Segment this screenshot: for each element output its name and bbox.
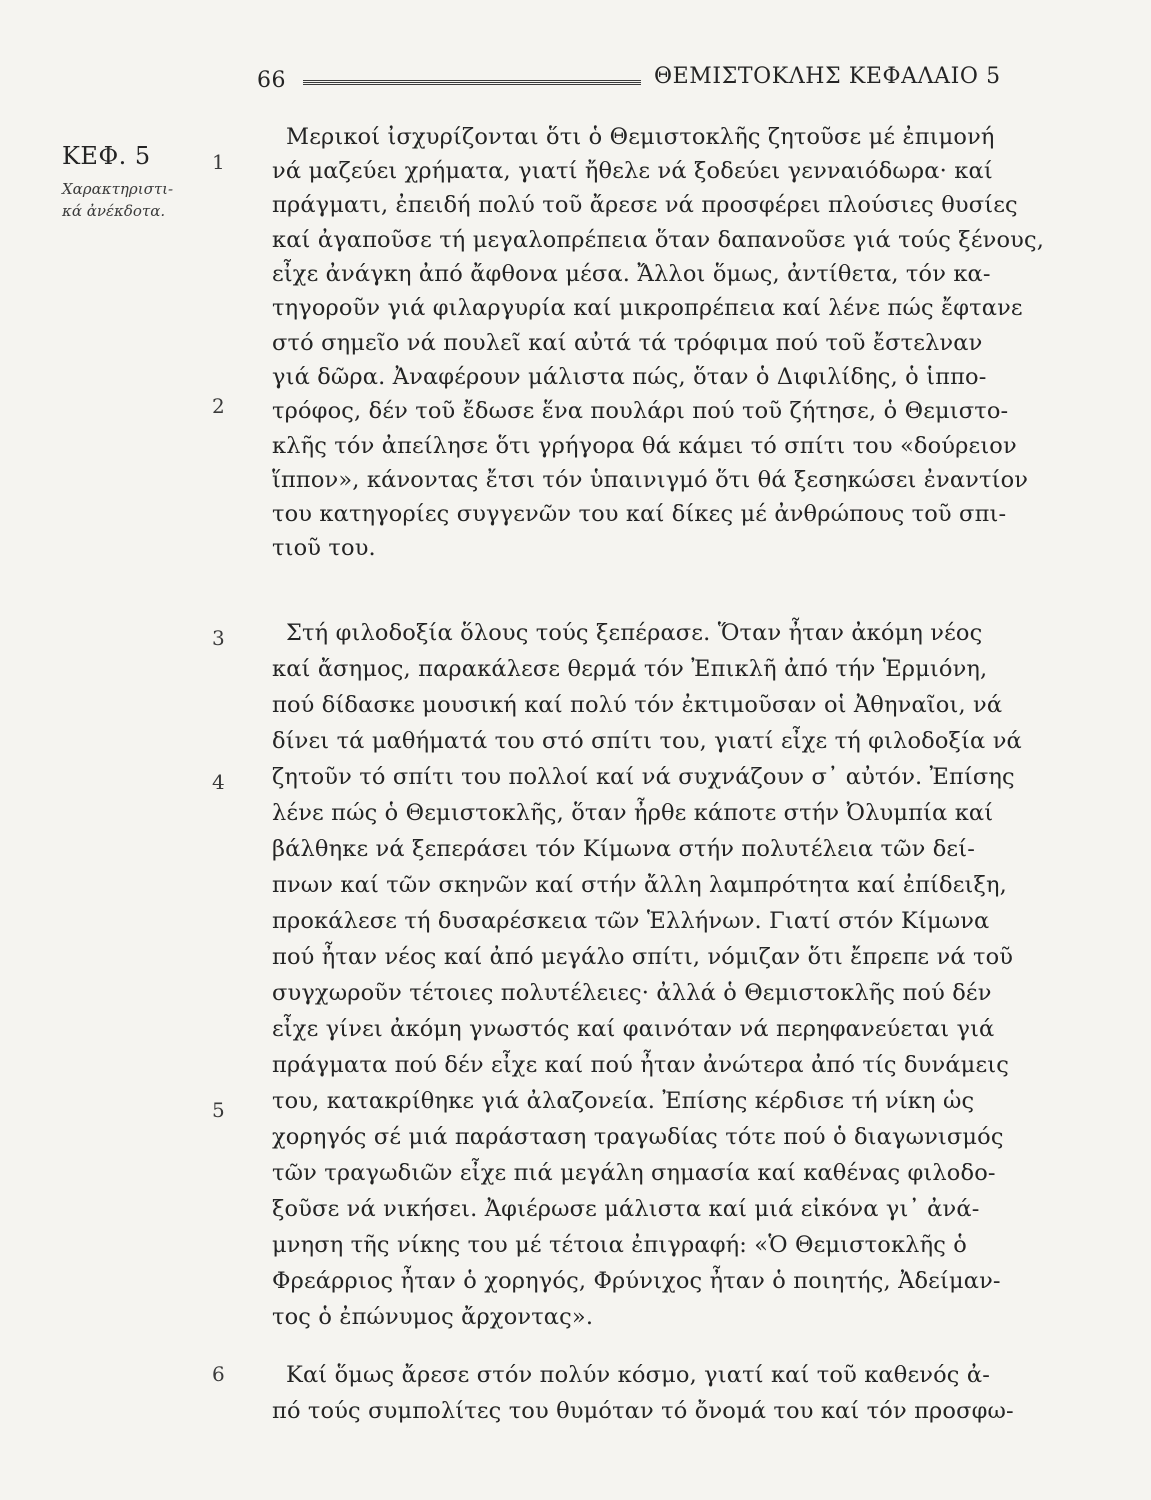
text-line: τηγοροῦν γιά φιλαργυρία καί μικροπρέπεια καί λένε πώς ἔφτανε [272, 295, 1023, 321]
text-line: μνηση τῆς νίκης του μέ τέτοια ἐπιγραφή: «Ὁ Θεμιστοκλῆς ὁ [272, 1232, 967, 1258]
text-line: εἶχε γίνει ἀκόμη γνωστός καί φαινόταν νά περηφανεύεται γιά [272, 1016, 995, 1042]
header-rule [303, 80, 641, 85]
paragraph-number: 5 [212, 1098, 225, 1122]
text-line: ξοῦσε νά νικήσει. Ἀφιέρωσε μάλιστα καί μιά εἰκόνα γι᾽ ἀνά- [272, 1196, 980, 1222]
text-line: τῶν τραγωδιῶν εἶχε πιά μεγάλη σημασία καί καθένας φιλοδο- [272, 1160, 996, 1186]
paragraph-number: 6 [212, 1362, 225, 1386]
text-line: βάλθηκε νά ξεπεράσει τόν Κίμωνα στήν πολυτέλεια τῶν δεί- [272, 836, 975, 862]
text-line: πού δίδασκε μουσική καί πολύ τόν ἐκτιμοῦσαν οἱ Ἀθηναῖοι, νά [272, 692, 1003, 718]
text-line: Μερικοί ἰσχυρίζονται ὅτι ὁ Θεμιστοκλῆς ζητοῦσε μέ ἐπιμονή [286, 124, 995, 150]
text-line: συγχωροῦν τέτοιες πολυτέλειες· ἀλλά ὁ Θεμιστοκλῆς πού δέν [272, 980, 992, 1006]
text-line: καί ἄσημος, παρακάλεσε θερμά τόν Ἐπικλῆ ἀπό τήν Ἑρμιόνη, [272, 656, 988, 682]
text-line: στό σημεῖο νά πουλεῖ καί αὐτά τά τρόφιμα πού τοῦ ἔστελναν [272, 330, 983, 356]
page-number: 66 [257, 68, 286, 93]
paragraph-number: 2 [212, 394, 225, 418]
running-header [257, 62, 1077, 96]
text-line: ζητοῦν τό σπίτι του πολλοί καί νά συχνάζουν σ᾽ αὐτόν. Ἐπίσης [272, 764, 1015, 790]
text-line: λένε πώς ὁ Θεμιστοκλῆς, ὅταν ἦρθε κάποτε στήν Ὀλυμπία καί [272, 800, 994, 826]
text-line: του κατηγορίες συγγενῶν του καί δίκες μέ ἀνθρώπους τοῦ σπι- [272, 501, 1007, 527]
text-line: πράγματι, ἐπειδή πολύ τοῦ ἄρεσε νά προσφέρει πλούσιες θυσίες [272, 192, 1018, 218]
text-line: πράγματα πού δέν εἶχε καί πού ἦταν ἀνώτερα ἀπό τίς δυνάμεις [272, 1052, 1009, 1078]
paragraph-number: 1 [212, 150, 225, 174]
text-line: πό τούς συμπολίτες του θυμόταν τό ὄνομά του καί τόν προσφω- [272, 1398, 1014, 1424]
text-line: χορηγός σέ μιά παράσταση τραγωδίας τότε πού ὁ διαγωνισμός [272, 1124, 1004, 1150]
text-line: Φρεάρριος ἦταν ὁ χορηγός, Φρύνιχος ἦταν ὁ ποιητής, Ἀδείμαν- [272, 1268, 1001, 1294]
text-line: νά μαζεύει χρήματα, γιατί ἤθελε νά ξοδεύει γενναιόδωρα· καί [272, 158, 993, 184]
text-line: Καί ὅμως ἄρεσε στόν πολύν κόσμο, γιατί καί τοῦ καθενός ἀ- [286, 1362, 990, 1388]
margin-note-line: κά ἀνέκδοτα. [62, 202, 166, 220]
margin-chapter-label: ΚΕΦ. 5 [62, 142, 151, 170]
text-line: τρόφος, δέν τοῦ ἔδωσε ἕνα πουλάρι πού τοῦ ζήτησε, ὁ Θεμιστο- [272, 398, 1009, 424]
text-line: πνων καί τῶν σκηνῶν καί στήν ἄλλη λαμπρότητα καί ἐπίδειξη, [272, 872, 1007, 898]
text-line: κλῆς τόν ἀπείλησε ὅτι γρήγορα θά κάμει τό σπίτι του «δούρειον [272, 433, 1017, 459]
running-title: ΘΕΜΙΣΤΟΚΛΗΣ ΚΕΦΑΛΑΙΟ 5 [654, 64, 1001, 89]
text-line: του, κατακρίθηκε γιά ἀλαζονεία. Ἐπίσης κέρδισε τή νίκη ὡς [272, 1088, 975, 1114]
paragraph-number: 4 [212, 770, 225, 794]
text-line: ἵππον», κάνοντας ἔτσι τόν ὑπαινιγμό ὅτι θά ξεσηκώσει ἐναντίον [272, 467, 1029, 493]
text-line: Στή φιλοδοξία ὅλους τούς ξεπέρασε. Ὅταν ἦταν ἀκόμη νέος [286, 620, 983, 646]
margin-note [62, 178, 192, 222]
text-line: προκάλεσε τή δυσαρέσκεια τῶν Ἑλλήνων. Γιατί στόν Κίμωνα [272, 908, 990, 934]
margin-note-line: Χαρακτηριστι- [62, 180, 174, 198]
text-line: τιοῦ του. [272, 535, 376, 561]
text-line: δίνει τά μαθήματά του στό σπίτι του, γιατί εἶχε τή φιλοδοξία νά [272, 728, 1022, 754]
text-line: τος ὁ ἐπώνυμος ἄρχοντας». [272, 1304, 594, 1330]
text-line: πού ἦταν νέος καί ἀπό μεγάλο σπίτι, νόμιζαν ὅτι ἔπρεπε νά τοῦ [272, 944, 1014, 970]
text-line: εἶχε ἀνάγκη ἀπό ἄφθονα μέσα. Ἄλλοι ὅμως, ἀντίθετα, τόν κα- [272, 261, 991, 287]
text-line: γιά δῶρα. Ἀναφέρουν μάλιστα πώς, ὅταν ὁ Διφιλίδης, ὁ ἱππο- [272, 364, 987, 390]
paragraph-number: 3 [212, 626, 225, 650]
text-line: καί ἀγαποῦσε τή μεγαλοπρέπεια ὅταν δαπανοῦσε γιά τούς ξένους, [272, 227, 1045, 253]
